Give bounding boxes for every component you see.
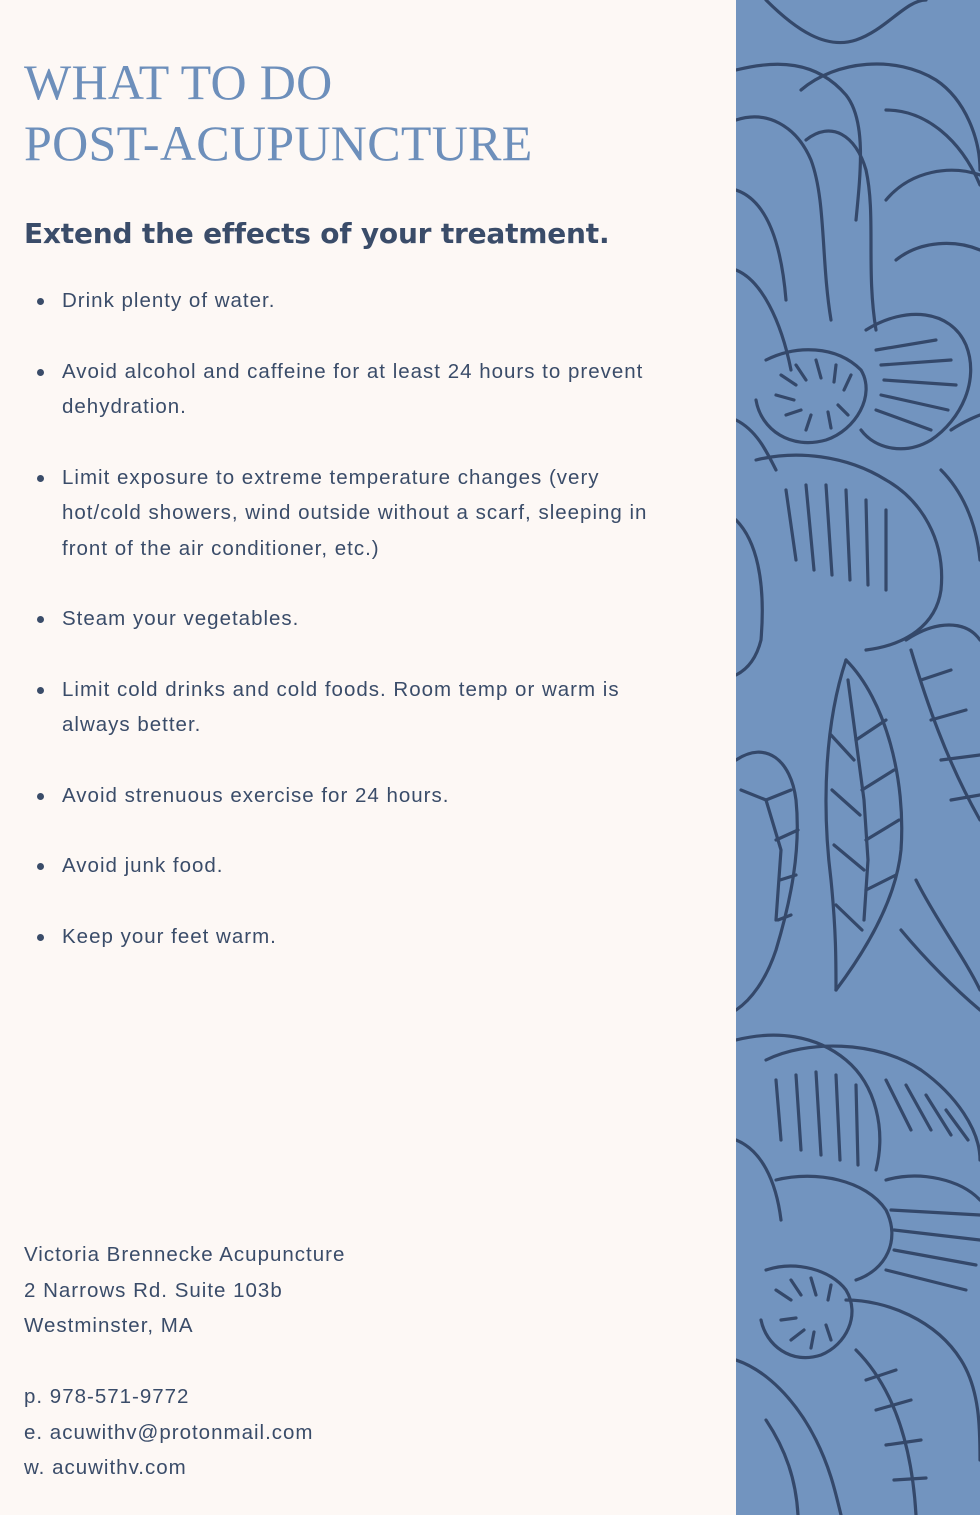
title-line-2: POST-ACUPUNCTURE [24, 115, 533, 171]
title-line-1: WHAT TO DO [24, 54, 333, 110]
bullet-icon [37, 934, 44, 941]
floral-pattern-icon [736, 0, 980, 1515]
tip-text: Drink plenty of water. [62, 289, 276, 312]
bullet-icon [37, 793, 44, 800]
tip-item-exercise [0, 778, 680, 814]
page-title [24, 52, 533, 174]
tip-item-cold-foods [0, 672, 680, 743]
bullet-icon [37, 369, 44, 376]
tip-text: Avoid junk food. [62, 854, 224, 877]
tip-text: Limit cold drinks and cold foods. Room temp or warm is always better. [62, 677, 620, 736]
bullet-icon [37, 475, 44, 482]
tips-list [0, 283, 680, 989]
email-link[interactable]: e. acuwithv@protonmail.com [24, 1420, 314, 1444]
tip-text: Avoid alcohol and caffeine for at least 24 hours to prevent dehydration. [62, 359, 644, 418]
address-line-2: Westminster, MA [24, 1314, 194, 1337]
tip-item-water [0, 283, 680, 319]
tip-text: Steam your vegetables. [62, 607, 300, 630]
tip-text: Avoid strenuous exercise for 24 hours. [62, 783, 450, 807]
tip-item-vegetables [0, 601, 680, 637]
bullet-icon [37, 863, 44, 870]
floral-panel [736, 0, 980, 1515]
tip-item-junk-food [0, 848, 680, 884]
tip-text: Limit exposure to extreme temperature changes (very hot/cold showers, wind outside without a scarf, sleeping in front of the air conditioner, etc.) [62, 465, 648, 560]
subtitle: Extend the effects of your treatment. [24, 217, 610, 250]
address-line-1: 2 Narrows Rd. Suite 103b [24, 1278, 283, 1302]
bullet-icon [37, 687, 44, 694]
tip-text: Keep your feet warm. [62, 924, 277, 948]
business-name: Victoria Brennecke Acupuncture [24, 1243, 346, 1266]
tip-item-alcohol [0, 354, 680, 425]
website-link[interactable]: w. acuwithv.com [24, 1456, 187, 1479]
bullet-icon [37, 616, 44, 623]
tip-item-feet [0, 919, 680, 955]
contact-spacer [24, 1344, 345, 1380]
contact-block [24, 1237, 345, 1486]
tip-item-temperature [0, 460, 680, 567]
bullet-icon [37, 298, 44, 305]
phone-number[interactable]: p. 978-571-9772 [24, 1385, 190, 1408]
